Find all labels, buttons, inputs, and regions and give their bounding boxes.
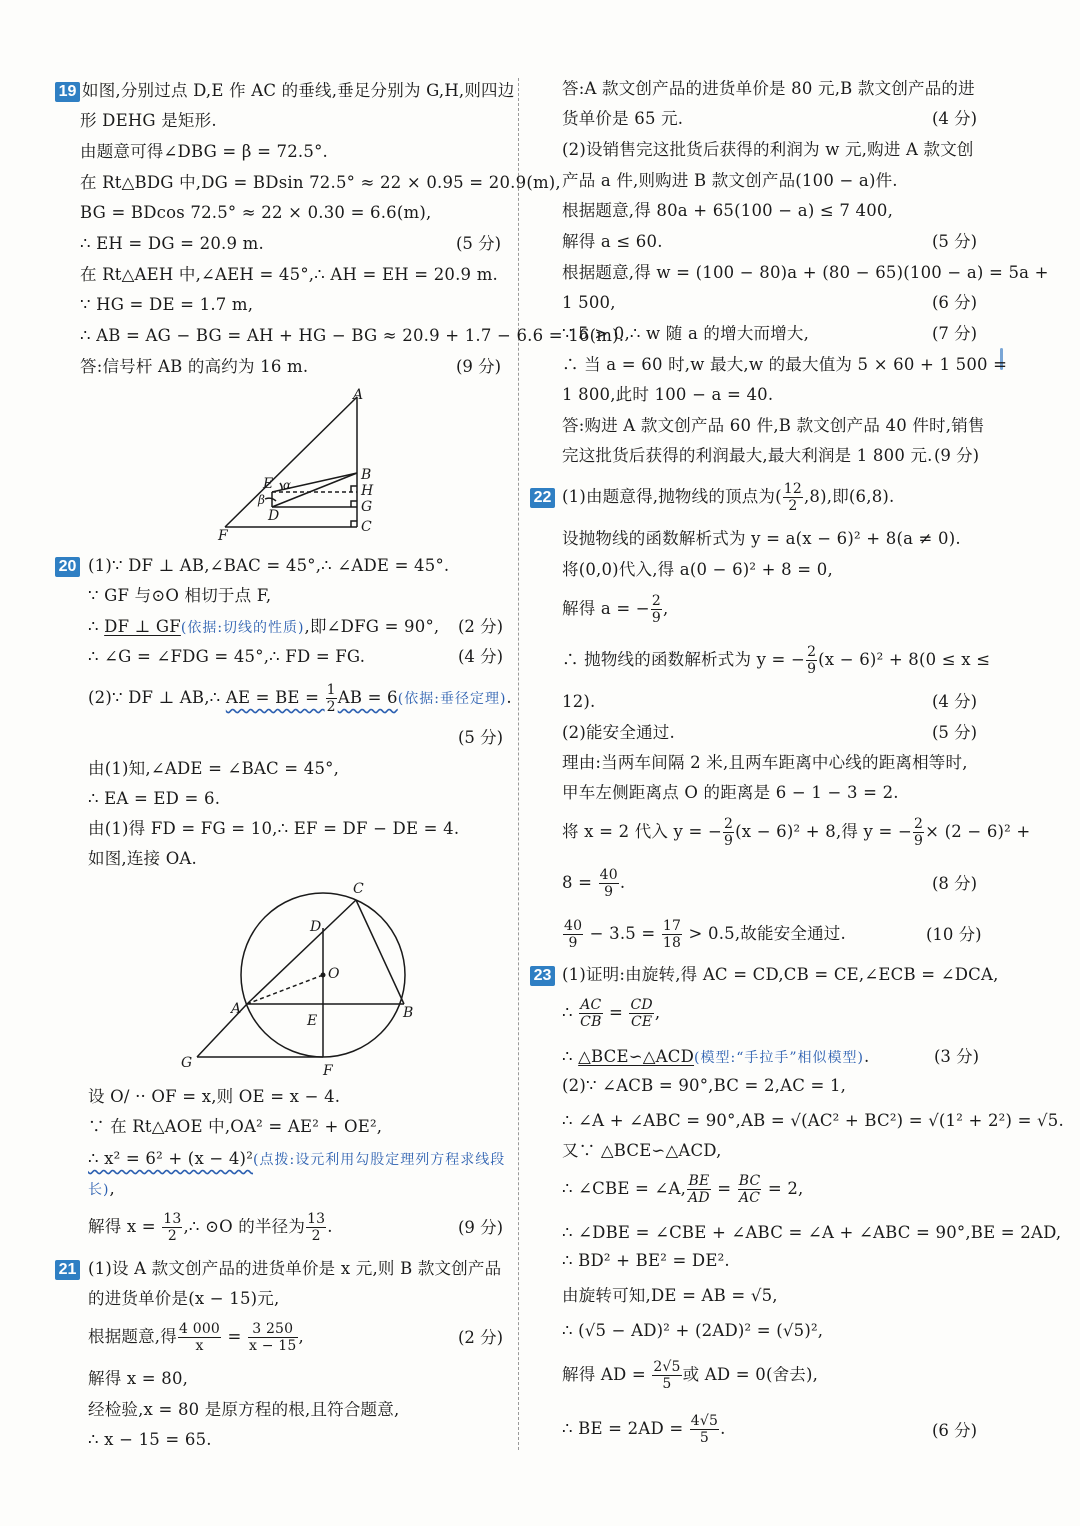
q22-line-7: (2)能安全通过. bbox=[562, 723, 675, 742]
q23-score-1: (3 分) bbox=[934, 1047, 980, 1066]
q20-l3-post: ,即∠DFG = 90°, bbox=[304, 617, 440, 636]
q23-l13-frac bbox=[690, 1413, 719, 1446]
q21-score-1: (2 分) bbox=[458, 1328, 504, 1347]
frac-num: CD bbox=[630, 997, 653, 1013]
q20-line-14 bbox=[88, 1208, 333, 1246]
frac-den: 9 bbox=[914, 833, 924, 849]
q21-line-4: 解得 x = 80, bbox=[88, 1369, 189, 1388]
frac-den: 2 bbox=[167, 1228, 177, 1244]
q23-l12-pre: 解得 AD = bbox=[562, 1365, 652, 1384]
q23-line-10: 由旋转可知,DE = AB = √5, bbox=[562, 1286, 778, 1305]
q22-line-4 bbox=[562, 590, 668, 628]
q20-l5-ul-b: AB = 6 bbox=[337, 688, 398, 707]
q22-l10-frac-2 bbox=[913, 816, 924, 849]
q22-line-3: 将(0,0)代入,得 a(0 − 6)² + 8 = 0, bbox=[562, 560, 833, 579]
label-H: H bbox=[361, 483, 374, 499]
question-badge-19: 19 bbox=[55, 82, 80, 102]
frac-num: 12 bbox=[783, 481, 802, 497]
frac-den: 9 bbox=[568, 935, 578, 951]
q20-line-13 bbox=[88, 1178, 115, 1201]
q21-cont-score-4: (7 分) bbox=[932, 324, 978, 343]
question-badge-23: 23 bbox=[530, 966, 555, 986]
frac-num: 2 bbox=[651, 593, 661, 609]
label-B: B bbox=[361, 467, 372, 483]
q22-l12-frac-2 bbox=[662, 918, 682, 951]
q22-line-8: 理由:当两车间隔 2 米,且两车距离中心线的距离相等时, bbox=[562, 753, 968, 772]
frac-den: x bbox=[195, 1338, 204, 1354]
label-A: A bbox=[231, 1001, 242, 1017]
frac-num: 13 bbox=[163, 1211, 182, 1227]
q21-cont-line-5: 根据题意,得 80a + 65(100 − a) ≤ 7 400, bbox=[562, 201, 894, 220]
q19-line-4: 在 Rt△BDG 中,DG = BDsin 72.5° ≈ 22 × 0.95 = 20.9(m), bbox=[80, 173, 561, 192]
q22-line-10 bbox=[562, 813, 1030, 851]
label-E: E bbox=[263, 476, 274, 492]
label-D: D bbox=[310, 919, 322, 935]
q21-cont-line-3: (2)设销售完这批货后获得的利润为 w 元,购进 A 款文创 bbox=[562, 140, 974, 159]
q21-cont-line-11: 1 800,此时 100 − a = 40. bbox=[562, 385, 774, 404]
frac-num: 2√5 bbox=[653, 1359, 681, 1375]
q22-l5-pre: ∴ 抛物线的函数解析式为 y = − bbox=[562, 650, 806, 669]
frac-den: 18 bbox=[662, 935, 682, 951]
q20-line-1: (1)∵ DF ⊥ AB,∠BAC = 45°,∴ ∠ADE = 45°. bbox=[88, 556, 450, 575]
label-C: C bbox=[353, 881, 364, 897]
q20-l14-frac-2 bbox=[306, 1211, 326, 1244]
q19-figure bbox=[210, 385, 390, 545]
q21-line-2: 的进货单价是(x − 15)元, bbox=[88, 1289, 280, 1308]
q22-l10-post: × (2 − 6)² + bbox=[925, 822, 1031, 841]
frac-den: 2 bbox=[788, 498, 798, 514]
frac-num: 2 bbox=[914, 816, 924, 832]
frac-num: AC bbox=[580, 997, 602, 1013]
q20-l5-note: (依据:垂径定理) bbox=[397, 691, 507, 707]
q23-line-11: ∴ (√5 − AD)² + (2AD)² = (√5)², bbox=[562, 1321, 824, 1340]
q23-l13-pre: ∴ BE = 2AD = bbox=[562, 1419, 689, 1438]
q23-l2-post: , bbox=[654, 1003, 661, 1022]
q20-l5-fraction bbox=[326, 682, 337, 715]
q22-l1-post: ,8),即(6,8). bbox=[803, 487, 895, 506]
question-badge-21: 21 bbox=[55, 1260, 80, 1280]
q22-l1-frac bbox=[783, 481, 803, 514]
q20-l5-underlined bbox=[225, 682, 398, 715]
q20-score-2: (4 分) bbox=[458, 647, 504, 666]
q19-line-2: 形 DEHG 是矩形. bbox=[80, 111, 217, 130]
right-angle-H bbox=[351, 486, 357, 492]
q23-line-1: (1)证明:由旋转,得 AC = CD,CB = CE,∠ECB = ∠DCA, bbox=[562, 965, 999, 984]
q20-l5-ul-a: AE = BE = bbox=[225, 688, 325, 707]
q19-line-10: 答:信号杆 AB 的高约为 16 m. bbox=[80, 357, 309, 376]
q21-l3-frac-1 bbox=[178, 1321, 221, 1354]
q21-line-1: (1)设 A 款文创产品的进货单价是 x 元,则 B 款文创产品 bbox=[88, 1259, 502, 1278]
q20-line-4: ∴ ∠G = ∠FDG = 45°,∴ FD = FG. bbox=[88, 647, 366, 666]
frac-den: 9 bbox=[807, 661, 817, 677]
q19-line-9: ∴ AB = AG − BG = AH + HG − BG ≈ 20.9 + 1.7 − 6.6 = 16(m). bbox=[80, 326, 625, 345]
q19-line-1: 如图,分别过点 D,E 作 AC 的垂线,垂足分别为 G,H,则四边 bbox=[82, 81, 515, 100]
q21-cont-line-9: ∵ 5 > 0,∴ w 随 a 的增大而增大, bbox=[562, 324, 810, 343]
q22-line-11 bbox=[562, 864, 625, 902]
q20-l12-note: (点拨:设元利用勾股定理列方程求线段 bbox=[253, 1152, 506, 1168]
right-angle-G bbox=[351, 501, 357, 507]
q21-cont-line-13: 完这批货后获得的利润最大,最大利润是 1 800 元. bbox=[562, 446, 933, 465]
q23-l7-pre: ∴ ∠CBE = ∠A, bbox=[562, 1179, 687, 1198]
q22-l1-pre: (1)由题意得,抛物线的顶点为( bbox=[562, 487, 782, 506]
frac-den: 9 bbox=[604, 884, 614, 900]
q21-l3-eq: = bbox=[222, 1327, 247, 1346]
angle-beta-arc bbox=[265, 498, 276, 501]
q22-score-3: (8 分) bbox=[932, 874, 978, 893]
q21-l3-post: , bbox=[298, 1327, 304, 1346]
q22-l4-post: , bbox=[662, 599, 669, 618]
frac-den: x − 15 bbox=[248, 1338, 297, 1354]
q19-line-3: 由题意可得∠DBG = β = 72.5°. bbox=[80, 142, 328, 161]
q23-l7-eq: = bbox=[711, 1179, 737, 1198]
q23-line-4: (2)∵ ∠ACB = 90°,BC = 2,AC = 1, bbox=[562, 1076, 847, 1095]
q20-figure bbox=[175, 875, 435, 1085]
frac-den: AC bbox=[738, 1190, 761, 1206]
frac-num: 17 bbox=[662, 918, 682, 934]
label-C: C bbox=[361, 519, 372, 535]
q20-score-4: (9 分) bbox=[458, 1218, 504, 1237]
label-B: B bbox=[403, 1005, 414, 1021]
q21-cont-line-4: 产品 a 件,则购进 B 款文创产品(100 − a)件. bbox=[562, 171, 898, 190]
label-D: D bbox=[268, 508, 280, 524]
q22-l12-post: > 0.5,故能安全通过. bbox=[683, 924, 846, 943]
q23-l7-frac-1 bbox=[687, 1173, 711, 1206]
q20-l14-post: . bbox=[327, 1217, 333, 1236]
q22-score-1: (4 分) bbox=[932, 692, 978, 711]
label-beta: β bbox=[258, 493, 265, 507]
q21-cont-line-1: 答:A 款文创产品的进货单价是 80 元,B 款文创产品的进 bbox=[562, 79, 975, 98]
q21-cont-line-12: 答:购进 A 款文创产品 60 件,B 款文创产品 40 件时,销售 bbox=[562, 416, 985, 435]
q22-l4-pre: 解得 a = − bbox=[562, 599, 650, 618]
q20-line-10: 设 O/ ·· OF = x,则 OE = x − 4. bbox=[88, 1087, 341, 1106]
q20-l3-pre: ∴ bbox=[88, 617, 105, 636]
label-F: F bbox=[323, 1063, 333, 1079]
frac-den: 9 bbox=[724, 833, 734, 849]
label-O: O bbox=[328, 966, 340, 982]
frac-num: 4 000 bbox=[178, 1321, 221, 1337]
column-divider bbox=[518, 78, 519, 1450]
q22-line-9: 甲车左侧距离点 O 的距离是 6 − 1 − 3 = 2. bbox=[562, 783, 899, 802]
q19-line-6: ∴ EH = DG = 20.9 m. bbox=[80, 234, 264, 253]
q21-cont-line-8: 1 500, bbox=[562, 293, 616, 312]
q20-score-1: (2 分) bbox=[458, 617, 504, 636]
q22-line-6: 12). bbox=[562, 692, 596, 711]
q23-l2-frac-1 bbox=[579, 997, 602, 1030]
q23-line-8: ∴ ∠DBE = ∠CBE + ∠ABC = ∠A + ∠ABC = 90°,BE = 2AD, bbox=[562, 1223, 1062, 1242]
q20-l13-note: 长) bbox=[88, 1182, 110, 1198]
q20-l5-pre: (2)∵ DF ⊥ AB,∴ bbox=[88, 688, 226, 707]
q21-cont-score-3: (6 分) bbox=[932, 293, 978, 312]
q23-line-7 bbox=[562, 1170, 803, 1208]
center-dot-O bbox=[321, 973, 326, 978]
q23-l2-eq: = bbox=[603, 1003, 629, 1022]
q23-l12-frac bbox=[652, 1359, 681, 1392]
q22-l4-frac bbox=[651, 593, 662, 626]
question-badge-20: 20 bbox=[55, 557, 80, 577]
frac-num: 13 bbox=[307, 1211, 326, 1227]
q22-line-12 bbox=[562, 915, 846, 953]
q23-line-13 bbox=[562, 1410, 726, 1448]
q23-l13-post: . bbox=[720, 1419, 726, 1438]
q21-cont-line-10: ∴ 当 a = 60 时,w 最大,w 的最大值为 5 × 60 + 1 500 = bbox=[562, 355, 1008, 374]
label-E: E bbox=[307, 1013, 318, 1029]
q21-line-6: ∴ x − 15 = 65. bbox=[88, 1430, 212, 1449]
frac-den: CE bbox=[630, 1014, 653, 1030]
q20-score-3: (5 分) bbox=[458, 728, 504, 747]
frac-num: 3 250 bbox=[248, 1321, 298, 1338]
q19-line-5: BG = BDcos 72.5° ≈ 22 × 0.30 = 6.6(m), bbox=[80, 203, 432, 222]
label-alpha: α bbox=[283, 478, 292, 492]
q21-cont-line-6: 解得 a ≤ 60. bbox=[562, 232, 663, 251]
q20-l14-frac-1 bbox=[162, 1211, 182, 1244]
frac-den: AD bbox=[688, 1190, 710, 1206]
q22-score-4: (10 分) bbox=[926, 925, 982, 944]
q23-l7-post: = 2, bbox=[762, 1179, 804, 1198]
q20-line-8: 由(1)得 FD = FG = 10,∴ EF = DF − DE = 4. bbox=[88, 819, 460, 838]
q20-l5-post: . bbox=[506, 688, 512, 707]
q22-l5-post: (x − 6)² + 8(0 ≤ x ≤ bbox=[818, 650, 991, 669]
q22-l12-mid: − 3.5 = bbox=[584, 924, 661, 943]
q23-l3-post: . bbox=[864, 1047, 870, 1066]
q20-line-7: ∴ EA = ED = 6. bbox=[88, 789, 221, 808]
q19-line-7: 在 Rt△AEH 中,∠AEH = 45°,∴ AH = EH = 20.9 m. bbox=[80, 265, 498, 284]
q19-score-2: (9 分) bbox=[456, 357, 502, 376]
q23-l2-pre: ∴ bbox=[562, 1003, 579, 1022]
frac-num: 40 bbox=[599, 867, 618, 883]
q21-cont-score-5: (9 分) bbox=[934, 446, 980, 465]
q22-l11-post: . bbox=[619, 873, 626, 892]
q23-l12-post: 或 AD = 0(舍去), bbox=[682, 1365, 819, 1384]
q23-line-9: ∴ BD² + BE² = DE². bbox=[562, 1251, 730, 1270]
frac-num: 1 bbox=[326, 682, 336, 698]
q20-l12-equation: ∴ x² = 6² + (x − 4)² bbox=[88, 1149, 254, 1168]
question-badge-22: 22 bbox=[530, 488, 555, 508]
q21-line-3 bbox=[88, 1318, 304, 1356]
right-angle-C bbox=[351, 521, 357, 527]
line-CA bbox=[247, 900, 356, 1004]
q20-l3-note: (依据:切线的性质) bbox=[180, 620, 305, 636]
frac-den: 2 bbox=[311, 1228, 321, 1244]
label-F: F bbox=[218, 528, 228, 544]
frac-den: 5 bbox=[699, 1430, 710, 1446]
q21-cont-line-2: 货单价是 65 元. bbox=[562, 109, 684, 128]
q22-score-2: (5 分) bbox=[932, 723, 978, 742]
q23-line-3 bbox=[562, 1046, 869, 1069]
q23-l3-pre: ∴ bbox=[562, 1047, 579, 1066]
q22-l10-mid: (x − 6)² + 8,得 y = − bbox=[735, 822, 912, 841]
label-G: G bbox=[181, 1055, 193, 1071]
q22-line-5 bbox=[562, 641, 990, 679]
q22-line-1 bbox=[562, 478, 894, 516]
q21-l3-frac-2 bbox=[248, 1321, 298, 1354]
q21-cont-line-7: 根据题意,得 w = (100 − 80)a + (80 − 65)(100 − a) = 5a + bbox=[562, 263, 1049, 282]
q21-cont-score-2: (5 分) bbox=[932, 232, 978, 251]
q20-line-11: ∵ 在 Rt△AOE 中,OA² = AE² + OE², bbox=[88, 1117, 383, 1136]
frac-num: BC bbox=[738, 1173, 761, 1189]
line-AO bbox=[247, 975, 323, 1004]
q21-cont-score-1: (4 分) bbox=[932, 109, 978, 128]
q23-l3-underlined: △BCE∽△ACD bbox=[578, 1047, 695, 1066]
frac-num: 40 bbox=[564, 918, 583, 934]
q20-line-3 bbox=[88, 616, 439, 639]
q19-line-8: ∵ HG = DE = 1.7 m, bbox=[80, 295, 254, 314]
q20-line-5 bbox=[88, 680, 512, 717]
frac-den: 9 bbox=[651, 610, 661, 626]
q20-l3-underlined: DF ⊥ GF bbox=[104, 617, 181, 636]
q20-line-2: ∵ GF 与⊙O 相切于点 F, bbox=[88, 586, 272, 605]
q22-l10-frac-1 bbox=[723, 816, 734, 849]
q22-l10-pre: 将 x = 2 代入 y = − bbox=[562, 822, 723, 841]
q19-score-1: (5 分) bbox=[456, 234, 502, 253]
q23-l7-frac-2 bbox=[738, 1173, 762, 1206]
frac-den: CB bbox=[580, 1014, 602, 1030]
q21-line-5: 经检验,x = 80 是原方程的根,且符合题意, bbox=[88, 1400, 400, 1419]
frac-num: 4√5 bbox=[690, 1413, 719, 1429]
label-G: G bbox=[361, 499, 373, 515]
q22-l5-frac bbox=[806, 644, 817, 677]
q23-l3-note: (模型:“手拉手”相似模型) bbox=[694, 1050, 864, 1066]
q22-l12-frac-1 bbox=[563, 918, 583, 951]
q20-line-9: 如图,连接 OA. bbox=[88, 849, 197, 868]
q23-line-2 bbox=[562, 994, 660, 1032]
q23-line-6: 又∵ △BCE∽△ACD, bbox=[562, 1141, 722, 1160]
q20-line-12 bbox=[88, 1148, 505, 1171]
q20-l14-pre: 解得 x = bbox=[88, 1217, 162, 1236]
q21-l3-pre: 根据题意,得 bbox=[88, 1327, 177, 1346]
q22-l11-frac bbox=[599, 867, 619, 900]
q20-line-6: 由(1)知,∠ADE = ∠BAC = 45°, bbox=[88, 759, 340, 778]
frac-num: 2 bbox=[724, 816, 734, 832]
q23-line-5: ∴ ∠A + ∠ABC = 90°,AB = √(AC² + BC²) = √(1² + 2²) = √5. bbox=[562, 1111, 1064, 1130]
q23-line-12 bbox=[562, 1356, 818, 1394]
angle-alpha-arc bbox=[280, 483, 282, 490]
q23-score-2: (6 分) bbox=[932, 1421, 978, 1440]
frac-num: BE bbox=[688, 1173, 710, 1189]
q20-l14-mid: ,∴ ⊙O 的半径为 bbox=[183, 1217, 306, 1236]
label-A: A bbox=[353, 387, 364, 403]
frac-den: 2 bbox=[326, 699, 336, 715]
frac-num: 2 bbox=[807, 644, 817, 660]
frac-den: 5 bbox=[662, 1376, 672, 1392]
q23-l2-frac-2 bbox=[629, 997, 653, 1030]
q22-line-2: 设抛物线的函数解析式为 y = a(x − 6)² + 8(a ≠ 0). bbox=[562, 529, 961, 548]
q22-l11-pre: 8 = bbox=[562, 873, 598, 892]
q20-l13-post: , bbox=[109, 1179, 115, 1198]
